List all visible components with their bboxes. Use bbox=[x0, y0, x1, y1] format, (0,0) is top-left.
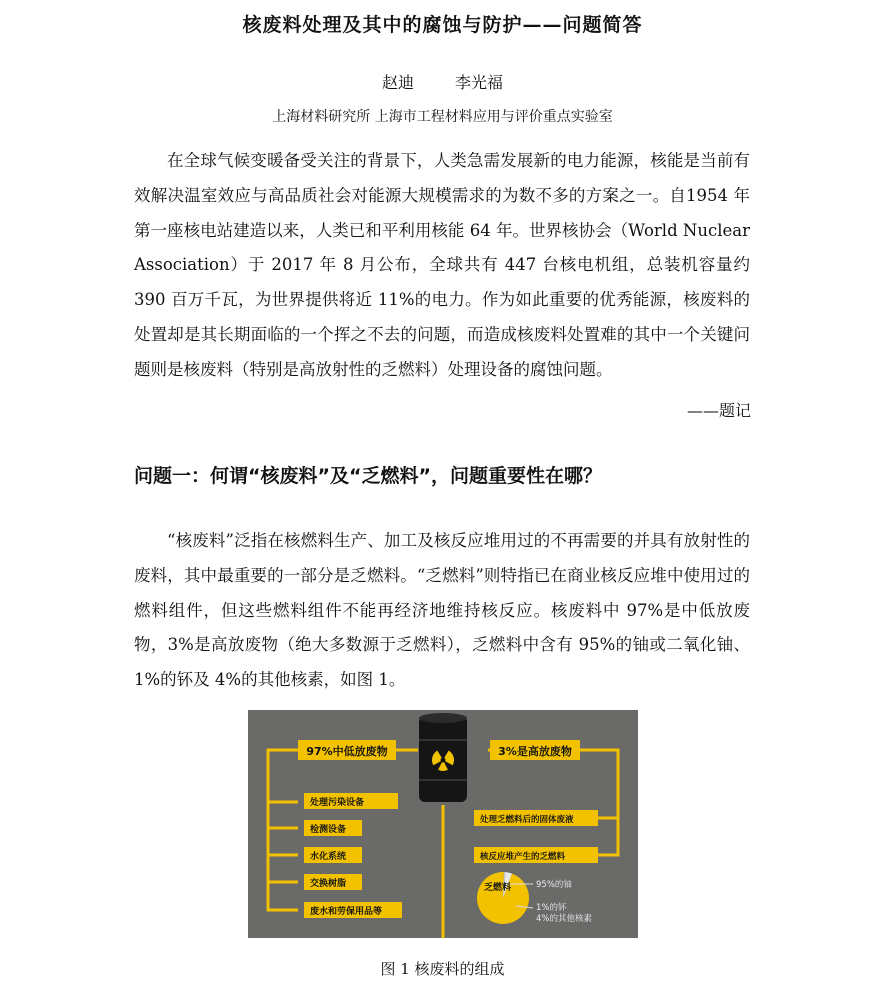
authors bbox=[0, 70, 885, 93]
section-heading: 问题一：何谓“核废料”及“乏燃料”，问题重要性在哪？ bbox=[134, 465, 602, 487]
figure-1 bbox=[248, 710, 638, 938]
left-item-5: 废水和劳保用品等 bbox=[310, 907, 383, 917]
right-header: 3%是高放废物 bbox=[498, 745, 572, 758]
intro-paragraph: 在全球气候变暖备受关注的背景下，人类急需发展新的电力能源，核能是当前有效解决温室效应与高品质社会对能源大规模需求的为数不多的方案之一。自1954 年第一座核电站建造以来，人类已和平利用核能 64 年。世界核协会（World Nuclear Association）于 2017 年 8 月公布，全球共有 447 台核电机组，总装机容量约 390 百万千瓦，为世界提供将近 11%的电力。作为如此重要的优秀能源，核废料的处置却是其长期面临的一个挥之不去的问题，而造成核废料处置难的其中一个关键问题则是核废料（特别是高放射性的乏燃料）处理设备的腐蚀问题。 bbox=[134, 151, 750, 379]
affiliation: 上海材料研究所 上海市工程材料应用与评价重点实验室 bbox=[272, 109, 613, 125]
author-2: 李光福 bbox=[455, 73, 504, 92]
figure-caption: 图 1 核废料的组成 bbox=[380, 960, 505, 978]
right-item-1: 处理乏燃料后的固体废液 bbox=[480, 815, 574, 825]
body-paragraph: “核废料”泛指在核燃料生产、加工及核反应堆用过的不再需要的并具有放射性的废料，其中最重要的一部分是乏燃料。“乏燃料”则特指已在商业核反应堆中使用过的燃料组件，但这些燃料组件不能再经济地维持核反应。核废料中 97%是中低放废物，3%是高放废物（绝大多数源于乏燃料），乏燃料中含有 95%的铀或二氧化铀、1%的钚及 4%的其他核素，如图 1。 bbox=[134, 531, 750, 690]
left-header: 97%中低放废物 bbox=[306, 745, 388, 758]
pie-slice-label-3: 4%的其他核素 bbox=[536, 914, 592, 924]
pie-slice-label-2: 1%的钚 bbox=[536, 903, 567, 913]
spent-fuel-pie bbox=[477, 872, 529, 924]
signature: ——题记 bbox=[686, 401, 751, 420]
left-item-3: 水化系统 bbox=[310, 852, 347, 862]
left-item-4: 交换树脂 bbox=[310, 879, 347, 889]
author-1: 赵迪 bbox=[381, 73, 414, 92]
left-item-2: 检测设备 bbox=[310, 825, 347, 835]
right-item-2: 核反应堆产生的乏燃料 bbox=[480, 852, 566, 862]
left-item-1: 处理污染设备 bbox=[310, 798, 365, 808]
pie-label: 乏燃料 bbox=[484, 883, 512, 893]
document-title: 核废料处理及其中的腐蚀与防护——问题简答 bbox=[242, 14, 643, 36]
barrel-icon bbox=[419, 713, 467, 802]
pie-slice-1 bbox=[477, 872, 529, 924]
pie-slice-label-1: 95%的铀 bbox=[536, 880, 572, 890]
